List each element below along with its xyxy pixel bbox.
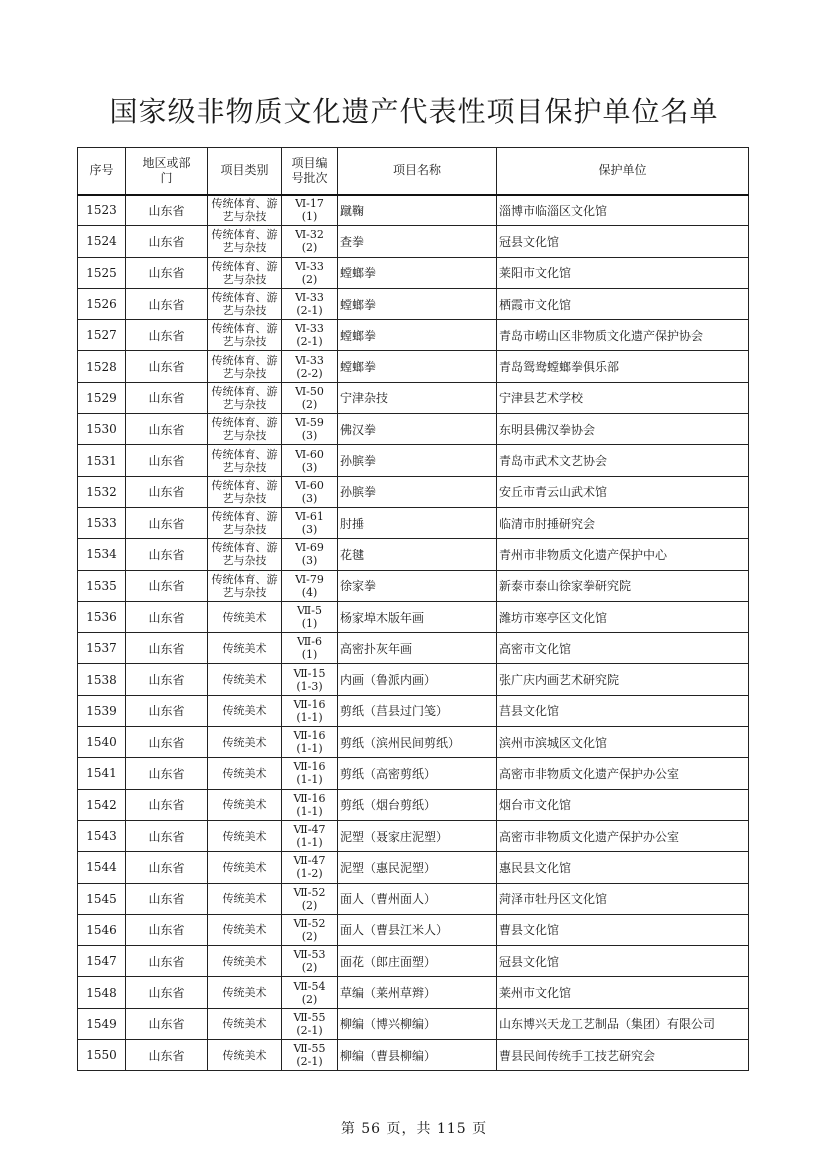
header-unit: 保护单位: [497, 148, 749, 195]
cell-seq: 1545: [78, 883, 126, 914]
table-row: [78, 1040, 749, 1071]
cell-category: 传统体育、游艺与杂技: [208, 445, 282, 476]
cell-unit: 冠县文化馆: [497, 226, 749, 257]
cell-unit: 莒县文化馆: [497, 695, 749, 726]
cell-seq: 1544: [78, 852, 126, 883]
cell-seq: 1549: [78, 1008, 126, 1039]
cell-unit: 滨州市滨城区文化馆: [497, 727, 749, 758]
cell-code: [282, 1040, 338, 1071]
cell-region: 山东省: [126, 852, 208, 883]
cell-unit: 淄博市临淄区文化馆: [497, 195, 749, 226]
cell-category: 传统美术: [208, 664, 282, 695]
cell-region: 山东省: [126, 288, 208, 319]
table-row: [78, 382, 749, 413]
page-title: 国家级非物质文化遗产代表性项目保护单位名单: [109, 95, 719, 128]
project-code: Ⅶ-16: [293, 791, 326, 805]
cell-region: 山东省: [126, 789, 208, 820]
cell-category: 传统美术: [208, 883, 282, 914]
cell-unit: 曹县民间传统手工技艺研究会: [497, 1040, 749, 1071]
project-code: Ⅵ-79: [295, 572, 324, 586]
project-code: Ⅵ-33: [295, 353, 324, 367]
cell-region: 山东省: [126, 883, 208, 914]
cell-code: [282, 977, 338, 1008]
project-batch: (2-1): [296, 1023, 323, 1037]
project-batch: (3): [301, 554, 318, 568]
cell-code: [282, 914, 338, 945]
cell-region: 山东省: [126, 664, 208, 695]
cell-category: 传统美术: [208, 695, 282, 726]
cell-category: 传统体育、游艺与杂技: [208, 570, 282, 601]
cell-category: 传统美术: [208, 601, 282, 632]
cell-code: [282, 789, 338, 820]
cell-seq: 1547: [78, 946, 126, 977]
table-row: [78, 789, 749, 820]
table-row: [78, 914, 749, 945]
cell-code: [282, 570, 338, 601]
cell-unit: 临清市肘捶研究会: [497, 507, 749, 538]
cell-code: [282, 226, 338, 257]
cell-unit: 高密市非物质文化遗产保护办公室: [497, 758, 749, 789]
table-row: [78, 695, 749, 726]
cell-code: [282, 320, 338, 351]
project-code: Ⅵ-17: [295, 197, 324, 211]
table-row: [78, 758, 749, 789]
table-row: [78, 570, 749, 601]
cell-unit: 烟台市文化馆: [497, 789, 749, 820]
cell-name: 杨家埠木版年画: [338, 601, 497, 632]
cell-code: [282, 382, 338, 413]
table-row: [78, 633, 749, 664]
cell-code: [282, 1008, 338, 1039]
cell-seq: 1536: [78, 601, 126, 632]
cell-name: 花毽: [338, 539, 497, 570]
cell-name: 剪纸（烟台剪纸）: [338, 789, 497, 820]
cell-region: 山东省: [126, 382, 208, 413]
cell-name: 柳编（博兴柳编）: [338, 1008, 497, 1039]
project-code: Ⅵ-59: [295, 416, 324, 430]
project-batch: (1-1): [296, 804, 323, 818]
page-footer: 第 56 页，共 115 页: [340, 1121, 488, 1137]
heritage-table: [77, 147, 749, 1071]
project-code: Ⅶ-5: [297, 604, 322, 617]
cell-seq: 1540: [78, 727, 126, 758]
cell-region: 山东省: [126, 633, 208, 664]
project-batch: (1-1): [296, 836, 323, 850]
cell-region: 山东省: [126, 414, 208, 445]
project-batch: (1-1): [296, 742, 323, 756]
cell-code: [282, 727, 338, 758]
cell-region: 山东省: [126, 507, 208, 538]
project-batch: (1): [301, 648, 318, 662]
cell-category: 传统体育、游艺与杂技: [208, 476, 282, 507]
cell-code: [282, 414, 338, 445]
cell-seq: 1537: [78, 633, 126, 664]
cell-region: 山东省: [126, 977, 208, 1008]
cell-category: 传统体育、游艺与杂技: [208, 226, 282, 257]
table-row: [78, 445, 749, 476]
table-row: [78, 414, 749, 445]
cell-region: 山东省: [126, 445, 208, 476]
cell-category: 传统体育、游艺与杂技: [208, 288, 282, 319]
table-row: [78, 883, 749, 914]
header-code: 项目编号批次: [282, 148, 338, 195]
cell-seq: 1539: [78, 695, 126, 726]
project-batch: (1-1): [296, 773, 323, 787]
cell-region: 山东省: [126, 1040, 208, 1071]
cell-region: 山东省: [126, 351, 208, 382]
project-batch: (2): [301, 929, 318, 943]
table-row: [78, 946, 749, 977]
cell-region: 山东省: [126, 226, 208, 257]
project-code: Ⅶ-15: [293, 666, 326, 680]
table-row: [78, 977, 749, 1008]
project-batch: (1-1): [296, 710, 323, 724]
cell-unit: 莱州市文化馆: [497, 977, 749, 1008]
header-seq: 序号: [78, 148, 126, 195]
cell-category: 传统美术: [208, 820, 282, 851]
cell-name: 内画（鲁派内画）: [338, 664, 497, 695]
project-batch: (2): [301, 397, 318, 411]
cell-seq: 1550: [78, 1040, 126, 1071]
cell-name: 高密扑灰年画: [338, 633, 497, 664]
table-body: [78, 195, 749, 1071]
project-batch: (1-3): [296, 679, 323, 693]
cell-name: 剪纸（高密剪纸）: [338, 758, 497, 789]
project-batch: (2): [301, 961, 318, 975]
project-code: Ⅶ-6: [297, 635, 322, 649]
table-header: [78, 148, 749, 195]
cell-category: 传统体育、游艺与杂技: [208, 257, 282, 288]
cell-region: 山东省: [126, 820, 208, 851]
cell-name: 徐家拳: [338, 570, 497, 601]
project-batch: (1-2): [296, 867, 323, 881]
cell-name: 肘捶: [338, 507, 497, 538]
table-row: [78, 476, 749, 507]
cell-seq: 1531: [78, 445, 126, 476]
project-code: Ⅶ-55: [293, 1010, 326, 1024]
cell-region: 山东省: [126, 695, 208, 726]
project-code: Ⅶ-52: [293, 885, 326, 899]
project-code: Ⅵ-69: [295, 541, 324, 555]
table-row: [78, 664, 749, 695]
cell-unit: 青岛鸳鸯螳螂拳俱乐部: [497, 351, 749, 382]
cell-seq: 1535: [78, 570, 126, 601]
project-batch: (3): [301, 429, 318, 443]
cell-region: 山东省: [126, 476, 208, 507]
project-batch: (2-2): [296, 366, 323, 380]
cell-unit: 新泰市泰山徐家拳研究院: [497, 570, 749, 601]
cell-code: [282, 351, 338, 382]
table-row: [78, 226, 749, 257]
cell-region: 山东省: [126, 320, 208, 351]
table-row: [78, 1008, 749, 1039]
cell-region: 山东省: [126, 914, 208, 945]
table-row: [78, 539, 749, 570]
cell-unit: 安丘市青云山武术馆: [497, 476, 749, 507]
cell-code: [282, 476, 338, 507]
project-batch: (2): [301, 241, 318, 255]
cell-name: 佛汉拳: [338, 414, 497, 445]
cell-seq: 1542: [78, 789, 126, 820]
cell-seq: 1548: [78, 977, 126, 1008]
project-code: Ⅵ-61: [295, 510, 324, 524]
cell-name: 泥塑（惠民泥塑）: [338, 852, 497, 883]
table-row: [78, 507, 749, 538]
table-row: [78, 601, 749, 632]
project-batch: (2-1): [296, 1055, 323, 1069]
cell-region: 山东省: [126, 257, 208, 288]
cell-code: [282, 758, 338, 789]
table-row: [78, 852, 749, 883]
cell-unit: 高密市非物质文化遗产保护办公室: [497, 820, 749, 851]
cell-seq: 1546: [78, 914, 126, 945]
cell-code: [282, 695, 338, 726]
cell-unit: 菏泽市牡丹区文化馆: [497, 883, 749, 914]
project-code: Ⅶ-54: [293, 979, 326, 993]
cell-name: 草编（莱州草辫）: [338, 977, 497, 1008]
cell-code: [282, 664, 338, 695]
table-row: [78, 288, 749, 319]
cell-category: 传统体育、游艺与杂技: [208, 414, 282, 445]
project-code: Ⅵ-50: [295, 384, 324, 398]
cell-unit: 宁津县艺术学校: [497, 382, 749, 413]
cell-seq: 1532: [78, 476, 126, 507]
cell-name: 剪纸（莒县过门笺）: [338, 695, 497, 726]
cell-seq: 1527: [78, 320, 126, 351]
project-code: Ⅶ-53: [293, 948, 326, 962]
cell-region: 山东省: [126, 570, 208, 601]
project-code: Ⅵ-33: [295, 322, 324, 336]
cell-unit: 东明县佛汉拳协会: [497, 414, 749, 445]
project-batch: (4): [301, 585, 318, 599]
cell-unit: 青岛市武术文艺协会: [497, 445, 749, 476]
cell-name: 螳螂拳: [338, 257, 497, 288]
cell-seq: 1541: [78, 758, 126, 789]
project-code: Ⅵ-32: [295, 228, 324, 242]
cell-name: 孙膑拳: [338, 476, 497, 507]
table-row: [78, 195, 749, 226]
cell-category: 传统美术: [208, 977, 282, 1008]
cell-region: 山东省: [126, 946, 208, 977]
project-batch: (1): [301, 210, 318, 224]
cell-category: 传统体育、游艺与杂技: [208, 195, 282, 226]
cell-code: [282, 195, 338, 226]
table-row: [78, 351, 749, 382]
cell-region: 山东省: [126, 601, 208, 632]
cell-unit: 惠民县文化馆: [497, 852, 749, 883]
cell-category: 传统美术: [208, 633, 282, 664]
cell-unit: 青岛市崂山区非物质文化遗产保护协会: [497, 320, 749, 351]
project-batch: (2-1): [296, 304, 323, 318]
cell-code: [282, 820, 338, 851]
cell-code: [282, 445, 338, 476]
cell-seq: 1525: [78, 257, 126, 288]
cell-region: 山东省: [126, 727, 208, 758]
cell-category: 传统体育、游艺与杂技: [208, 351, 282, 382]
cell-code: [282, 601, 338, 632]
cell-category: 传统美术: [208, 727, 282, 758]
project-batch: (1): [301, 617, 318, 630]
cell-region: 山东省: [126, 1008, 208, 1039]
cell-seq: 1523: [78, 195, 126, 226]
cell-seq: 1529: [78, 382, 126, 413]
project-code: Ⅵ-60: [295, 478, 324, 492]
cell-code: [282, 507, 338, 538]
cell-category: 传统美术: [208, 946, 282, 977]
cell-category: 传统体育、游艺与杂技: [208, 507, 282, 538]
cell-seq: 1528: [78, 351, 126, 382]
cell-region: 山东省: [126, 195, 208, 226]
project-code: Ⅵ-60: [295, 447, 324, 461]
cell-seq: 1524: [78, 226, 126, 257]
cell-code: [282, 257, 338, 288]
cell-name: 剪纸（滨州民间剪纸）: [338, 727, 497, 758]
project-code: Ⅶ-47: [293, 854, 326, 868]
table-row: [78, 257, 749, 288]
cell-category: 传统体育、游艺与杂技: [208, 320, 282, 351]
cell-code: [282, 852, 338, 883]
project-batch: (2): [301, 272, 318, 286]
cell-name: 查拳: [338, 226, 497, 257]
cell-seq: 1526: [78, 288, 126, 319]
table-row: [78, 727, 749, 758]
header-category: 项目类别: [208, 148, 282, 195]
cell-code: [282, 946, 338, 977]
cell-seq: 1534: [78, 539, 126, 570]
project-batch: (3): [301, 491, 318, 505]
cell-name: 螳螂拳: [338, 320, 497, 351]
cell-unit: 曹县文化馆: [497, 914, 749, 945]
cell-category: 传统美术: [208, 914, 282, 945]
project-code: Ⅵ-33: [295, 291, 324, 305]
project-code: Ⅵ-33: [295, 259, 324, 273]
cell-name: 螳螂拳: [338, 288, 497, 319]
cell-unit: 山东博兴天龙工艺制品（集团）有限公司: [497, 1008, 749, 1039]
cell-category: 传统美术: [208, 1040, 282, 1071]
project-batch: (2): [301, 898, 318, 912]
cell-name: 泥塑（聂家庄泥塑）: [338, 820, 497, 851]
table-row: [78, 820, 749, 851]
cell-name: 孙膑拳: [338, 445, 497, 476]
cell-name: 蹴鞠: [338, 195, 497, 226]
cell-code: [282, 539, 338, 570]
cell-unit: 青州市非物质文化遗产保护中心: [497, 539, 749, 570]
cell-seq: 1543: [78, 820, 126, 851]
cell-unit: 潍坊市寒亭区文化馆: [497, 601, 749, 632]
cell-category: 传统美术: [208, 852, 282, 883]
cell-region: 山东省: [126, 758, 208, 789]
project-code: Ⅶ-16: [293, 729, 326, 743]
cell-category: 传统体育、游艺与杂技: [208, 539, 282, 570]
cell-unit: 栖霞市文化馆: [497, 288, 749, 319]
cell-unit: 高密市文化馆: [497, 633, 749, 664]
cell-unit: 张广庆内画艺术研究院: [497, 664, 749, 695]
table-row: [78, 320, 749, 351]
cell-code: [282, 288, 338, 319]
cell-unit: 冠县文化馆: [497, 946, 749, 977]
project-code: Ⅶ-16: [293, 697, 326, 711]
header-name: 项目名称: [338, 148, 497, 195]
cell-name: 宁津杂技: [338, 382, 497, 413]
cell-seq: 1533: [78, 507, 126, 538]
cell-code: [282, 633, 338, 664]
cell-name: 螳螂拳: [338, 351, 497, 382]
project-code: Ⅶ-55: [293, 1042, 326, 1056]
project-code: Ⅶ-52: [293, 916, 326, 930]
cell-seq: 1530: [78, 414, 126, 445]
project-batch: (3): [301, 460, 318, 474]
cell-region: 山东省: [126, 539, 208, 570]
cell-category: 传统美术: [208, 789, 282, 820]
cell-unit: 莱阳市文化馆: [497, 257, 749, 288]
cell-category: 传统美术: [208, 1008, 282, 1039]
project-batch: (2-1): [296, 335, 323, 349]
project-code: Ⅶ-47: [293, 823, 326, 837]
header-region: 地区或部门: [126, 148, 208, 195]
cell-category: 传统美术: [208, 758, 282, 789]
cell-name: 面人（曹州面人）: [338, 883, 497, 914]
project-code: Ⅶ-16: [293, 760, 326, 774]
cell-name: 柳编（曹县柳编）: [338, 1040, 497, 1071]
cell-seq: 1538: [78, 664, 126, 695]
project-batch: (2): [301, 992, 318, 1006]
cell-name: 面花（郎庄面塑）: [338, 946, 497, 977]
project-batch: (3): [301, 523, 318, 537]
cell-category: 传统体育、游艺与杂技: [208, 382, 282, 413]
cell-code: [282, 883, 338, 914]
cell-name: 面人（曹县江米人）: [338, 914, 497, 945]
